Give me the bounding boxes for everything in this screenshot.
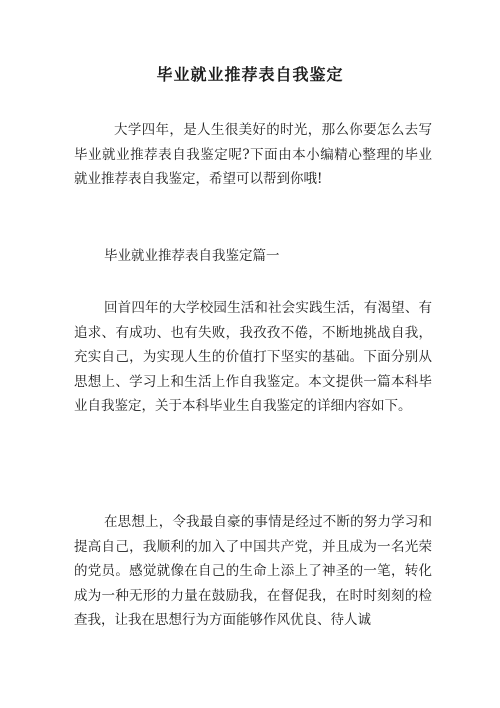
intro-paragraph: 大学四年，是人生很美好的时光，那么你要怎么去写毕业就业推荐表自我鉴定呢?下面由本小编精心整理的毕业就业推荐表自我鉴定，希望可以帮到你哦! (74, 122, 432, 187)
section-heading: 毕业就业推荐表自我鉴定篇一 (104, 248, 280, 264)
document-title: 毕业就业推荐表自我鉴定 (156, 65, 344, 84)
body-paragraph-2: 在思想上，令我最自豪的事情是经过不断的努力学习和提高自己，我顺利的加入了中国共产党，并且成为一名光荣的党员。感觉就像在自己的生命上添上了神圣的一笔，转化成为一种无形的力量在鼓励我，在督促我，在时时刻刻的检查我，让我在思想行为方面能够作风优良、待人诚 (74, 514, 432, 628)
body-paragraph-1: 回首四年的大学校园生活和社会实践生活，有渴望、有追求、有成功、也有失败，我孜孜不倦，不断地挑战自我，充实自己，为实现人生的价值打下坚实的基础。下面分别从思想上、学习上和生活上作自我鉴定。本文提供一篇本科毕业自我鉴定，关于本科毕业生自我鉴定的详细内容如下。 (74, 300, 432, 414)
